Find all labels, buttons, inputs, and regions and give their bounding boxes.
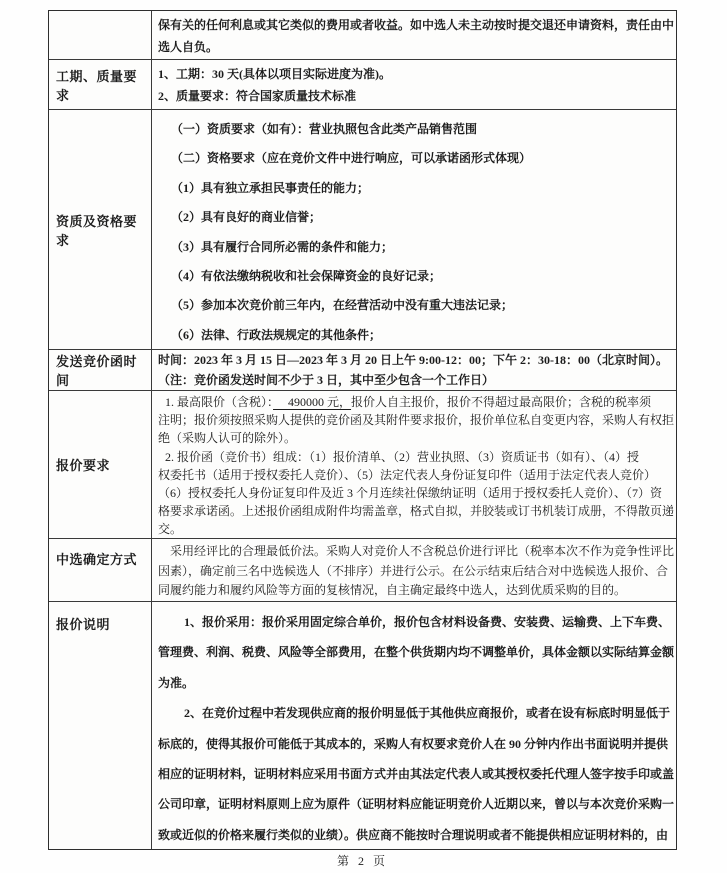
text-line: 管理费、利润、税费、风险等全部费用，在整个供货期内均不调整单价，具体金额以实际结算金额 <box>158 645 675 660</box>
text-line: 交。 <box>158 522 183 537</box>
table-row-quotation-notes <box>49 601 676 849</box>
procurement-terms-table <box>48 10 677 850</box>
text-line: 公司印章，证明材料原则上应为原件（证明材料应能证明竞价人近期以来，曾以与本次竞价采购一 <box>158 797 675 812</box>
text-line: 为准。 <box>158 675 195 690</box>
table-row-qualification <box>49 109 676 349</box>
text-line: 权委托书（适用于授权委托人竞价）、（5）法定代表人身份证复印件（适用于法定代表人竞价） <box>158 467 657 482</box>
row-content-qualification <box>152 110 676 349</box>
row-label-qualification: 资质及资格要求 <box>49 110 152 349</box>
table-row-selection-method <box>49 538 676 601</box>
table-row-duration-quality <box>49 59 676 109</box>
max-price-value-underlined: 490000 元， <box>273 395 352 409</box>
text-line: 时间：2023 年 3 月 15 日—2023 年 3 月 20 日上午 9:00-12：00；下午 2：30-18：00（北京时间）。 <box>158 353 668 367</box>
row-content-quotation-requirements <box>152 391 676 538</box>
max-price-suffix: 报价人自主报价，报价不得超过最高限价；含税的税率须 <box>351 395 652 409</box>
table-row-quotation-requirements <box>49 390 676 538</box>
text-line: 致或近似的价格来履行类似的业绩）。供应商不能按时合理说明或者不能提供相应证明材料的，由 <box>158 827 669 842</box>
row-label-duration-quality: 工期、质量要求 <box>49 60 152 109</box>
text-line: 采用经评比的合理最低价法。采购人对竞价人不含税总价进行评比（税率本次不作为竞争性评比 <box>170 544 675 558</box>
text-line: （二）资格要求（应在竞价文件中进行响应，可以承诺函形式体现） <box>171 151 532 166</box>
text-line: 2. 报价函（竞价书）组成：（1）报价清单、（2）营业执照、（3）资质证书（如有）、（4）授 <box>165 449 640 464</box>
row-label-quotation-notes: 报价说明 <box>49 602 152 849</box>
text-line: （5）参加本次竞价前三年内，在经营活动中没有重大违法记录； <box>171 298 514 313</box>
row-content-quotation-notes <box>152 602 676 849</box>
text-line: 因素），确定前三名中选候选人（不排序）并进行公示。在公示结束后结合对中选候选人报价、合 <box>158 563 669 578</box>
text-line: （一）资质要求（如有）：营业执照包含此类产品销售范围 <box>171 122 478 136</box>
text-line: 标底的，使得其报价可能低于其成本的，采购人有权要求竞价人在 90 分钟内作出书面说明并提供 <box>158 736 669 751</box>
text-line: （1）具有独立承担民事责任的能力； <box>171 180 370 195</box>
text-line: 同履约能力和履约风险等方面的复核情况，自主确定最终中选人，达到优质采购的目的。 <box>158 583 627 597</box>
text-line: （注：竞价函发送时间不少于 3 日，其中至少包含一个工作日） <box>158 372 495 387</box>
text-line: （6）授权委托人身份证复印件及近 3 个月连续社保缴纳证明（适用于授权委托人竞价）、（7）资 <box>158 486 663 501</box>
text-line: 1、报价采用：报价采用固定综合单价，报价包含材料设备费、安装费、运输费、上下车费、 <box>184 615 671 629</box>
max-price-prefix: 1. 最高限价（含税）： <box>165 395 274 409</box>
page-number: 第 2 页 <box>336 854 388 868</box>
text-line: 2、质量要求：符合国家质量技术标准 <box>158 88 357 103</box>
text-line: 绝（采购人认可的除外）。 <box>158 431 297 446</box>
text-line: （2）具有良好的商业信誉； <box>171 210 322 225</box>
text-line: 注明；报价须按照采购人提供的竞价函及其附件要求报价，报价单位私自变更内容，采购人有权拒 <box>158 413 675 428</box>
text-line: 格要求承诺函。上述报价函组成附件均需盖章，格式自拟，并胶装或订书机装订成册，不得散页递 <box>158 504 675 519</box>
row-content-continuation <box>152 11 676 59</box>
row-label-quotation-requirements: 报价要求 <box>49 391 152 538</box>
text-line: 2、在竞价过程中若发现供应商的报价明显低于其他供应商报价，或者在设有标底时明显低于 <box>184 706 671 721</box>
text-line: 1、工期：30 天(具体以项目实际进度为准)。 <box>158 66 391 81</box>
text-line: （3）具有履行合同所必需的条件和能力； <box>171 239 394 254</box>
row-label-bid-letter-time: 发送竞价函时间 <box>49 350 152 390</box>
text-line-max-price <box>158 393 672 411</box>
row-label-empty <box>49 11 152 59</box>
text-line: 相应的证明材料，证明材料应采用书面方式并由其法定代表人或其授权委托代理人签字按手印或盖 <box>158 767 675 782</box>
row-content-duration-quality <box>152 60 676 109</box>
table-row-bid-letter-time <box>49 349 676 390</box>
text-line: 选人自负。 <box>158 40 219 54</box>
row-content-selection-method <box>152 539 676 601</box>
table-row-continuation <box>49 11 676 59</box>
text-line: （4）有依法缴纳税收和社会保障资金的良好记录； <box>171 269 442 284</box>
text-line: 保有关的任何利息或其它类似的费用或者收益。如中选人未主动按时提交退还申请资料，责任由中 <box>158 18 675 32</box>
text-line: （6）法律、行政法规规定的其他条件； <box>171 327 382 342</box>
row-label-selection-method: 中选确定方式 <box>49 539 152 601</box>
row-content-bid-letter-time <box>152 350 676 390</box>
